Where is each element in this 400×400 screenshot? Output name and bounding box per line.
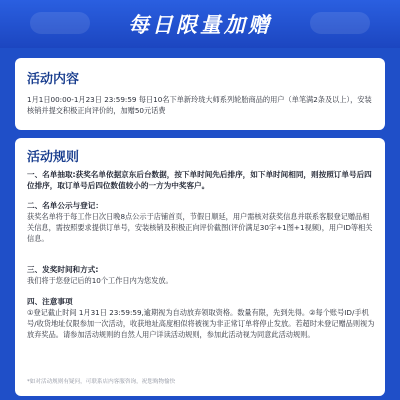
activity-content-title: 活动内容 [27,72,80,87]
rule-3-body: 我们将于您登记后的10个工作日内为您发放。 [27,276,173,285]
activity-rules-panel [15,138,385,396]
activity-content-text: 1月1日00:00-1月23日 23:59:59 每日10名下单新玲珑大师系列轮胎商品的用户（单笔满2条及以上），安装核销并提交积极正向评价的，加赠50元话费 [27,95,372,115]
rule-3-heading: 三、发奖时间和方式: [27,265,99,274]
rule-4-heading: 四、注意事项 [27,297,73,306]
rules-footnote: *如对活动规则有疑问，可联系店内客服咨询，祝您购物愉快 [27,379,176,385]
activity-content-panel [15,58,385,130]
rule-2-body: 获奖名单将于每工作日次日晚8点公示于店铺首页，节假日顺延，用户需核对获奖信息并联系客服登记赠品相关信息，需按照要求提供订单号，安装核销及积极正向评价截图(评价满足30字+1图+1视频)，用户ID等相关信息。 [27,212,373,243]
rule-2-heading: 二、名单公示与登记： [27,201,103,210]
rule-1-heading: 一、名单抽取:获奖名单依据京东后台数据，按下单时间先后排序，如下单时间相同，则按照订单号后四位排序，取订单号后四位数值较小的一方为中奖客户。 [27,170,372,190]
rule-4-body: ①登记截止时间 1月31日 23:59:59,逾期视为自动放弃领取资格。数量有限，先到先得。②每个账号ID/手机号/收货地址仅限参加一次活动，收获地址高度相似将被视为非正常订单将停止发放。若超时未登记赠品则视为放弃奖品。请参加活动规则的自然人用户详读活动规则，参加此活动视为同意此活动规则。 [27,308,375,339]
banner-title: 每日限量加赠 [128,13,272,37]
activity-rules-title: 活动规则 [27,150,80,165]
header-banner [0,0,400,48]
